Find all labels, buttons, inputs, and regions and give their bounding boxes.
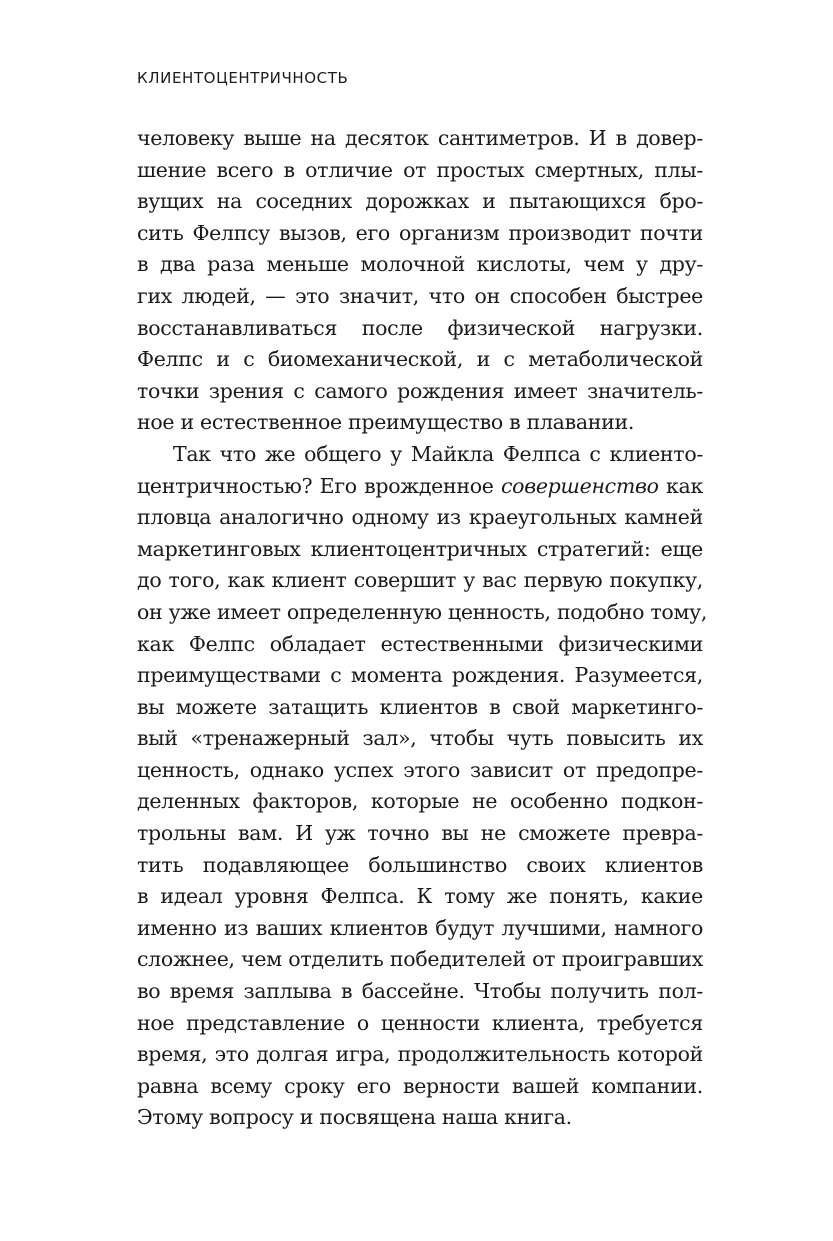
text-line: трольны вам. И уж точно вы не сможете превра- bbox=[137, 821, 703, 846]
text-line: сить Фелпсу вызов, его организм производит почти bbox=[137, 220, 703, 245]
text-line-with-emphasis bbox=[137, 471, 703, 503]
text-line: до того, как клиент совершит у вас первую покупку, bbox=[137, 568, 703, 593]
paragraph-1 bbox=[137, 123, 703, 439]
text-line: шение всего в отличие от простых смертных, плы- bbox=[137, 157, 703, 182]
text-line: человеку выше на десяток сантиметров. И в довер- bbox=[137, 126, 703, 150]
text-line: в идеал уровня Фелпса. К тому же понять, какие bbox=[137, 884, 703, 909]
body-text bbox=[137, 123, 708, 1134]
text-line: тить подавляющее большинство своих клиентов bbox=[137, 852, 703, 877]
text-line: деленных факторов, которые не особенно подкон- bbox=[137, 789, 703, 814]
emphasized-word: совершенство bbox=[500, 473, 659, 498]
text-line: восстанавливаться после физической нагрузки. bbox=[137, 315, 703, 340]
text-line: ное представление о ценности клиента, требуется bbox=[137, 1010, 703, 1035]
text-line: Так что же общего у Майкла Фелпса с клиенто- bbox=[173, 441, 703, 466]
text-line: во время заплыва в бассейне. Чтобы получить пол- bbox=[137, 979, 703, 1004]
text-line: пловца аналогично одному из краеугольных камней bbox=[137, 505, 703, 530]
text-line: вущих на соседних дорожках и пытающихся бро- bbox=[137, 189, 703, 214]
text-line: равна всему сроку его верности вашей компании. bbox=[137, 1073, 703, 1098]
text-line: гих людей, — это значит, что он способен быстрее bbox=[137, 283, 703, 308]
text-line: маркетинговых клиентоцентричных стратегий: еще bbox=[137, 536, 703, 561]
text-line: Этому вопросу и посвящена наша книга. bbox=[137, 1105, 572, 1130]
text-line: как Фелпс обладает естественными физическими bbox=[137, 631, 703, 656]
text-line: ное и естественное преимущество в плавании. bbox=[137, 410, 635, 435]
text-line: время, это долгая игра, продолжительность которой bbox=[137, 1042, 703, 1067]
paragraph-2 bbox=[137, 439, 708, 1134]
text-line: ценность, однако успех этого зависит от предопре- bbox=[137, 757, 703, 782]
running-head: КЛИЕНТОЦЕНТРИЧНОСТЬ bbox=[137, 69, 349, 87]
text-line: Фелпс и с биомеханической, и с метаболической bbox=[137, 347, 703, 372]
text-run: как bbox=[658, 473, 703, 498]
text-run: центричностью? Его врожденное bbox=[137, 473, 501, 498]
text-line: в два раза меньше молочной кислоты, чем у дру- bbox=[137, 252, 703, 277]
text-line: преимуществами с момента рождения. Разумеется, bbox=[137, 663, 703, 688]
text-line: именно из ваших клиентов будут лучшими, намного bbox=[137, 915, 703, 940]
text-line: точки зрения с самого рождения имеет значитель- bbox=[137, 378, 703, 403]
text-line: сложнее, чем отделить победителей от проигравших bbox=[137, 947, 703, 972]
text-line: он уже имеет определенную ценность, подобно тому, bbox=[137, 599, 708, 624]
text-line: вы можете затащить клиентов в свой маркетинго- bbox=[137, 694, 703, 719]
text-line: вый «тренажерный зал», чтобы чуть повысить их bbox=[137, 726, 703, 751]
